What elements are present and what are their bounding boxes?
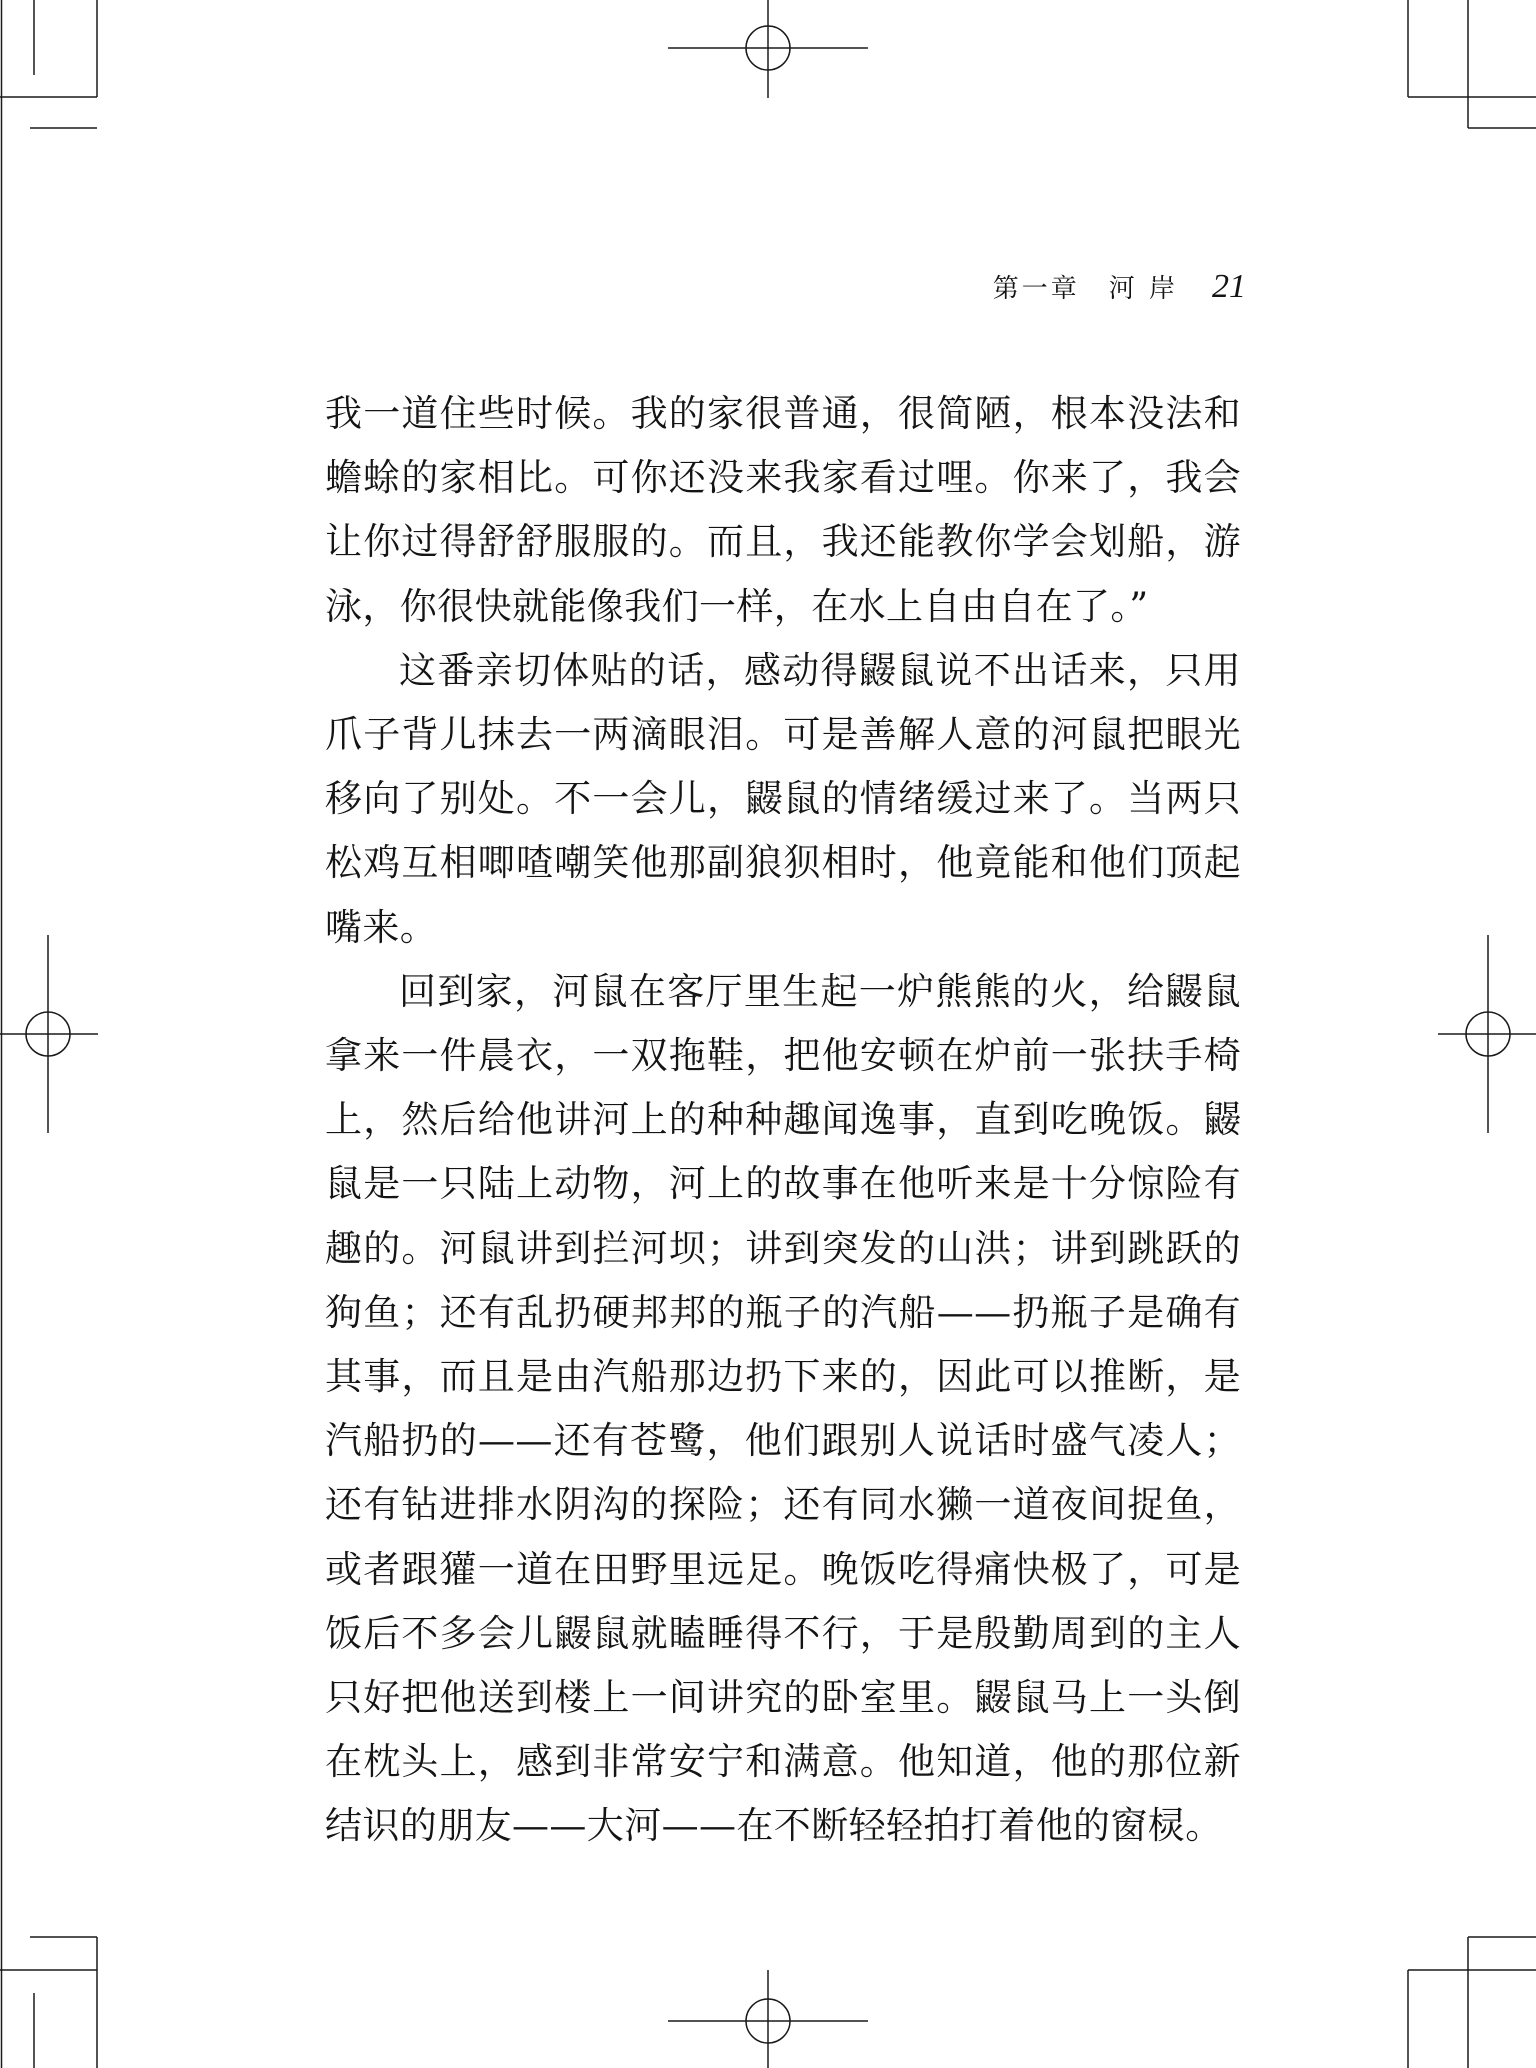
running-head <box>993 268 1246 306</box>
paragraph: 回到家，河鼠在客厅里生起一炉熊熊的火，给鼹鼠拿来一件晨衣，一双拖鞋，把他安顿在炉前一张扶手椅上，然后给他讲河上的种种趣闻逸事，直到吃晚饭。鼹鼠是一只陆上动物，河上的故事在他听来是十分惊险有趣的。河鼠讲到拦河坝；讲到突发的山洪；讲到跳跃的狗鱼；还有乱扔硬邦邦的瓶子的汽船——扔瓶子是确有其事，而且是由汽船那边扔下来的，因此可以推断，是汽船扔的——还有苍鹭，他们跟别人说话时盛气凌人；还有钻进排水阴沟的探险；还有同水獭一道夜间捉鱼，或者跟獾一道在田野里远足。晚饭吃得痛快极了，可是饭后不多会儿鼹鼠就瞌睡得不行，于是殷勤周到的主人只好把他送到楼上一间讲究的卧室里。鼹鼠马上一头倒在枕头上，感到非常安宁和满意。他知道，他的那位新结识的朋友——大河——在不断轻轻拍打着他的窗棂。 <box>325 969 1241 1848</box>
body-text <box>325 382 1241 1859</box>
crop-mark-top-right <box>1408 0 1536 128</box>
registration-target-left <box>0 935 98 1133</box>
registration-target-right <box>1438 935 1536 1133</box>
paragraph: 这番亲切体贴的话，感动得鼹鼠说不出话来，只用爪子背儿抹去一两滴眼泪。可是善解人意的河鼠把眼光移向了别处。不一会儿，鼹鼠的情绪缓过来了。当两只松鸡互相唧喳嘲笑他那副狼狈相时，他竟能和他们顶起嘴来。 <box>325 648 1241 949</box>
chapter-title: 第一章 河 岸 <box>992 274 1178 304</box>
registration-target-bottom <box>668 1970 868 2068</box>
page-number: 21 <box>1212 268 1246 305</box>
crop-mark-top-left <box>0 0 97 128</box>
crop-mark-bottom-right <box>1408 1937 1536 2068</box>
registration-target-top <box>668 0 868 98</box>
paragraph-continued: 我一道住些时候。我的家很普通，很简陋，根本没法和蟾蜍的家相比。可你还没来我家看过哩。你来了，我会让你过得舒舒服服的。而且，我还能教你学会划船，游泳，你很快就能像我们一样，在水上自由自在了。” <box>325 392 1241 628</box>
crop-mark-bottom-left <box>0 1937 97 2068</box>
